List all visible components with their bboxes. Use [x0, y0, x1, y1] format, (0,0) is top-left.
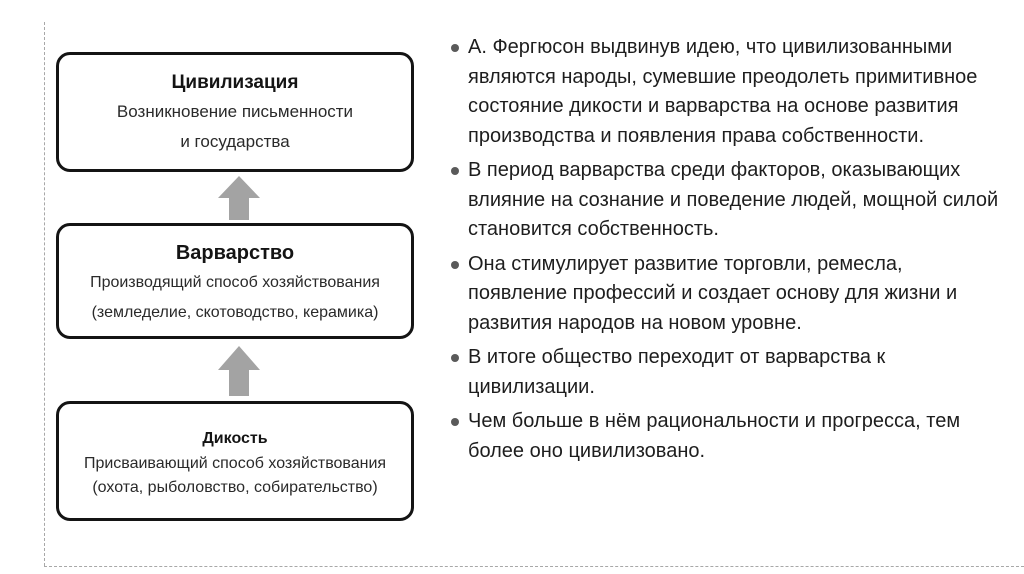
arrow-up-shape [218, 176, 260, 220]
slide-border-bottom [44, 566, 1024, 567]
slide-border-left [44, 22, 45, 566]
stage-desc-savagery-line2: (охота, рыболовство, собирательство) [92, 479, 378, 496]
stage-box-civilization [56, 52, 414, 172]
stage-box-savagery [56, 401, 414, 521]
stage-desc-barbarism-line1: Производящий способ хозяйствования [90, 274, 380, 291]
bullet-dot-icon [451, 261, 459, 269]
bullet-item [446, 250, 1006, 339]
stage-box-barbarism [56, 223, 414, 339]
arrow-up-shape [218, 346, 260, 396]
bullet-dot-icon [451, 418, 459, 426]
bullet-text: В итоге общество переходит от варварства к цивилизации. [468, 346, 886, 398]
bullet-text: В период варварства среди факторов, оказывающих влияние на сознание и поведение людей, мощной силой становится собственность. [468, 159, 999, 240]
stage-desc-savagery-line1: Присваивающий способ хозяйствования [83, 455, 387, 472]
bullet-dot-icon [451, 44, 459, 52]
bullet-text: А. Фергюсон выдвинув идею, что цивилизованными являются народы, сумевшие преодолеть примитивное состояние дикости и варварства на основе развития производства и появления права собственности. [468, 36, 978, 147]
bullet-text: Она стимулирует развитие торговли, ремесла, появление профессий и создает основу для жизни и развития народов на новом уровне. [468, 252, 958, 334]
bullet-item [446, 343, 1006, 402]
stage-title-civilization: Цивилизация [171, 72, 299, 93]
stage-title-barbarism: Варварство [175, 242, 295, 264]
bullet-dot-icon [451, 354, 459, 362]
bullet-item [446, 407, 1006, 466]
bullet-dot-icon [451, 167, 459, 175]
stage-desc-civilization-line1: Возникновение письменности [116, 102, 354, 121]
stage-title-savagery: Дикость [202, 430, 268, 447]
stage-desc-barbarism-line2: (земледелие, скотоводство, керамика) [91, 304, 379, 321]
bullet-list [446, 33, 1006, 471]
bullet-item [446, 156, 1006, 245]
arrow-up-icon [218, 346, 260, 396]
stage-desc-civilization-line2: и государства [180, 132, 290, 151]
bullet-text: Чем больше в нём рациональности и прогресса, тем более оно цивилизовано. [468, 410, 961, 462]
bullet-item [446, 33, 1006, 151]
arrow-up-icon [218, 176, 260, 220]
